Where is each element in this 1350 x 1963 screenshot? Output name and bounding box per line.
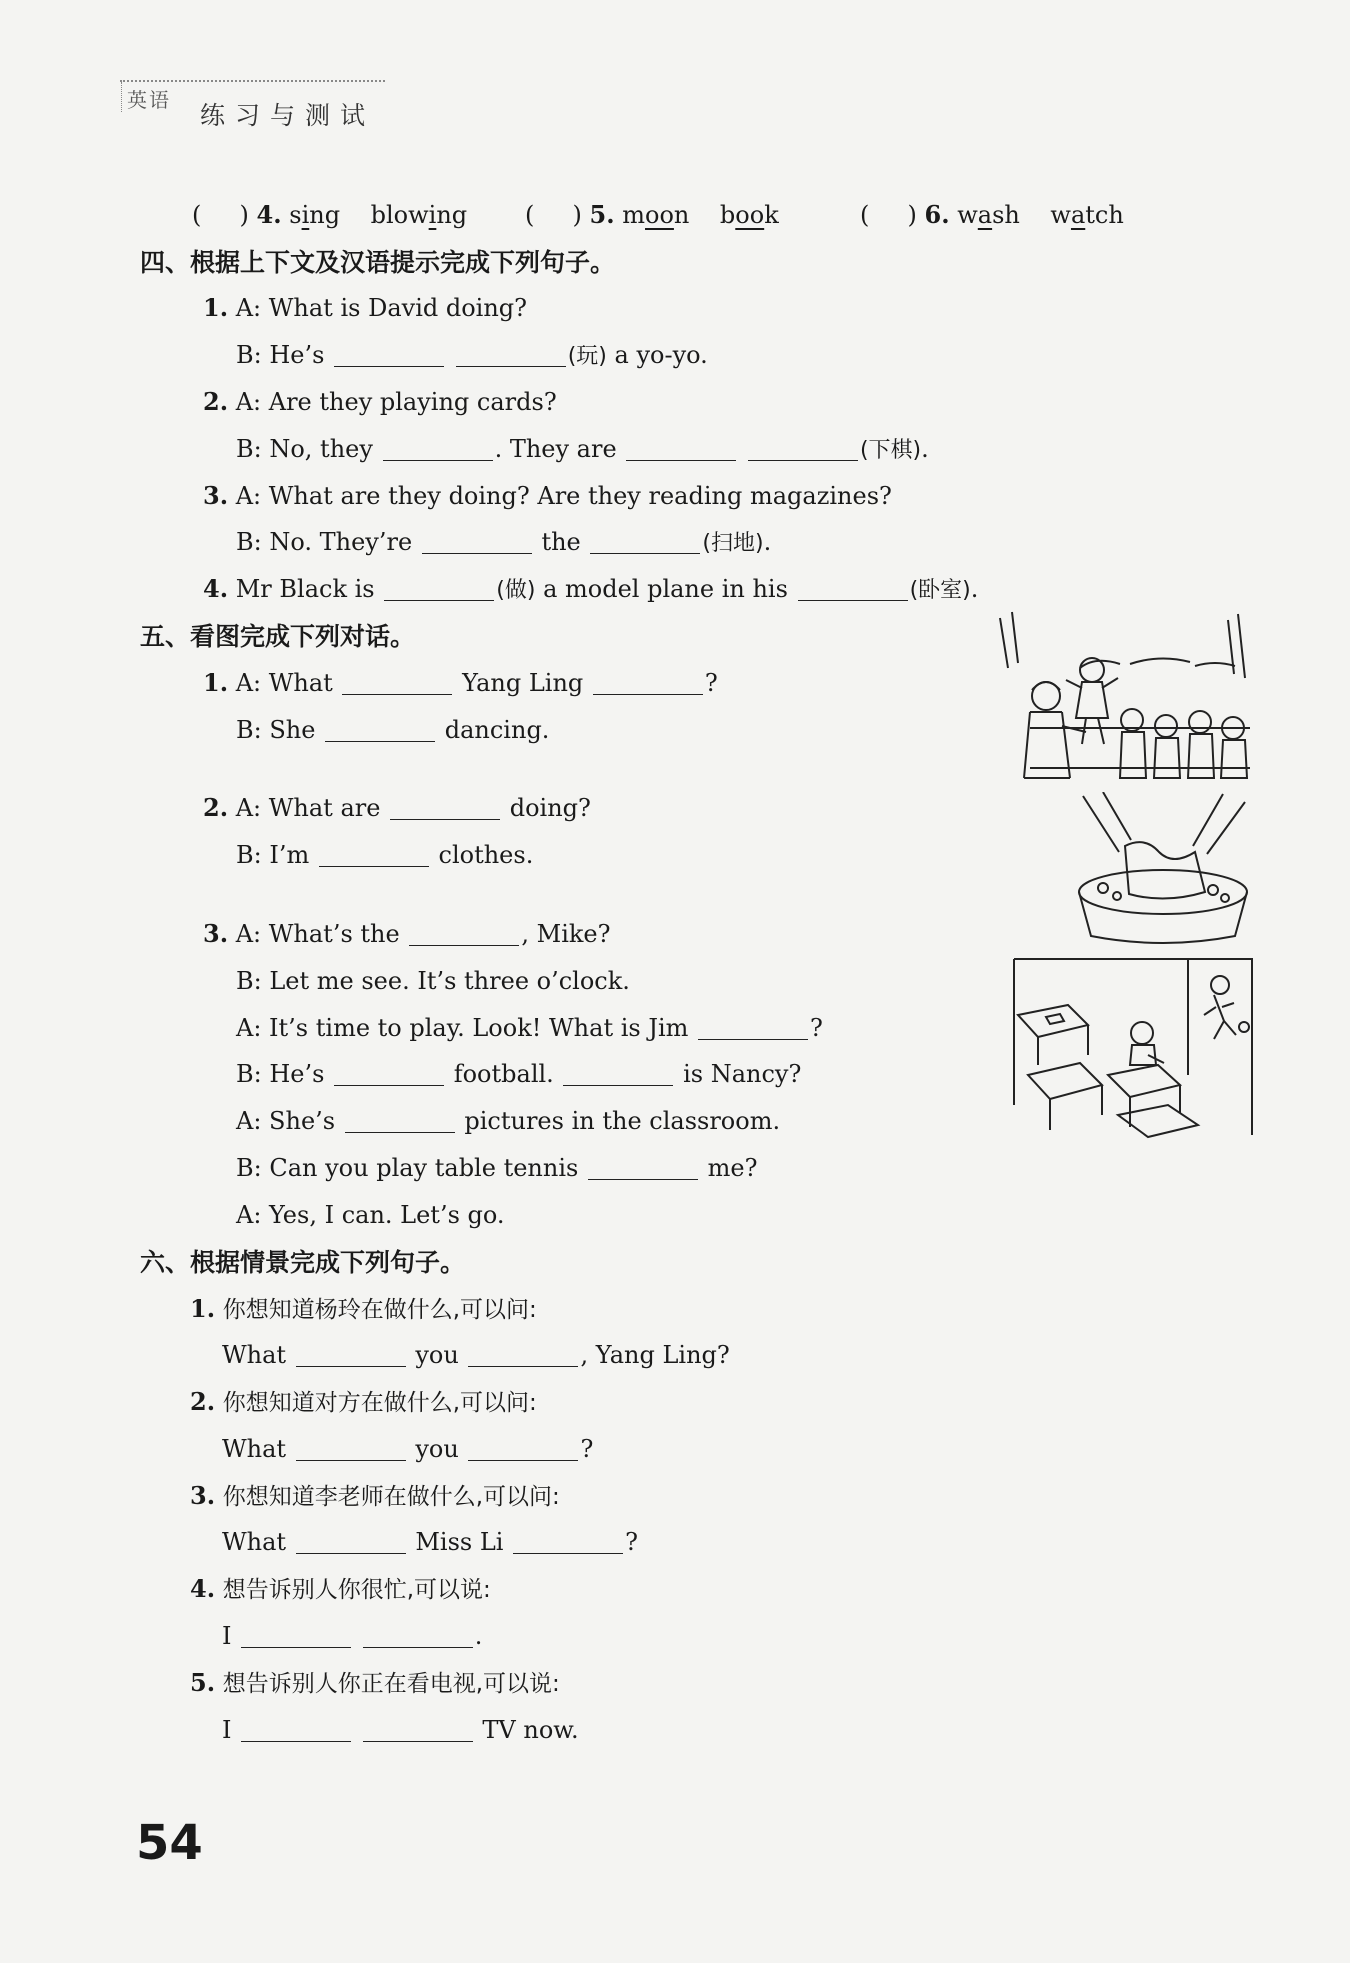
answer-blank[interactable]: [748, 459, 858, 461]
answer-blank[interactable]: [296, 1552, 406, 1554]
answer-blank[interactable]: [325, 740, 435, 742]
part4-line: 1. A: What is David doing?: [203, 293, 528, 322]
answer-blank[interactable]: [626, 459, 736, 461]
answer-blank[interactable]: [296, 1459, 406, 1461]
answer-blank[interactable]: [319, 865, 429, 867]
header-subject: 英语: [127, 88, 171, 112]
part6-heading: 六、根据情景完成下列句子。: [140, 1248, 466, 1277]
part4-line: 4. Mr Black is (做) a model plane in his (卧室).: [203, 574, 979, 603]
dialogue-line: B: Let me see. It’s three o’clock.: [236, 967, 630, 995]
answer-blank[interactable]: [363, 1646, 473, 1648]
classroom-illustration: [1008, 955, 1258, 1140]
washing-clothes-illustration: [1073, 792, 1253, 944]
answer-blank[interactable]: [296, 1365, 406, 1367]
dialogue-line: B: I’m clothes.: [236, 841, 534, 869]
answer-blank[interactable]: [422, 552, 532, 554]
answer-blank[interactable]: [345, 1131, 455, 1133]
pronunciation-item-6: ( ) 6. wash watch: [860, 200, 1124, 229]
answer-blank[interactable]: [384, 599, 494, 601]
part4-line: 3. A: What are they doing? Are they reading magazines?: [203, 481, 892, 510]
answer-blank[interactable]: [456, 365, 566, 367]
dialogue-line: 3. A: What’s the , Mike?: [203, 919, 611, 948]
part4-line: B: No. They’re the (扫地).: [236, 528, 772, 556]
answer-blank[interactable]: [241, 1646, 351, 1648]
dialogue-line: A: She’s pictures in the classroom.: [236, 1107, 781, 1135]
answer-blank[interactable]: [590, 552, 700, 554]
answer-blank[interactable]: [342, 693, 452, 695]
answer-blank[interactable]: [390, 818, 500, 820]
scenario-prompt: 4. 想告诉别人你很忙,可以说:: [190, 1574, 491, 1603]
pronunciation-item-5: ( ) 5. moon book: [525, 200, 779, 229]
part4-heading: 四、根据上下文及汉语提示完成下列句子。: [140, 248, 616, 277]
scenario-prompt: 2. 你想知道对方在做什么,可以问:: [190, 1387, 537, 1416]
part4-line: B: No, they . They are (下棋).: [236, 435, 929, 463]
scenario-answer: What you ?: [222, 1435, 594, 1463]
answer-blank[interactable]: [593, 693, 703, 695]
answer-blank[interactable]: [409, 944, 519, 946]
answer-blank[interactable]: [363, 1740, 473, 1742]
answer-blank[interactable]: [563, 1084, 673, 1086]
answer-blank[interactable]: [383, 459, 493, 461]
dancing-illustration: [990, 608, 1260, 790]
dialogue-line: A: Yes, I can. Let’s go.: [236, 1201, 505, 1229]
scenario-prompt: 1. 你想知道杨玲在做什么,可以问:: [190, 1294, 537, 1323]
answer-blank[interactable]: [513, 1552, 623, 1554]
dialogue-line: 1. A: What Yang Ling ?: [203, 668, 718, 697]
answer-blank[interactable]: [334, 1084, 444, 1086]
pronunciation-item-4: ( ) 4. sing blowing: [192, 200, 468, 229]
answer-blank[interactable]: [698, 1038, 808, 1040]
scenario-answer: What Miss Li ?: [222, 1528, 638, 1556]
answer-blank[interactable]: [468, 1459, 578, 1461]
header-rule-vertical: [121, 82, 122, 112]
answer-blank[interactable]: [468, 1365, 578, 1367]
dialogue-line: B: He’s football. is Nancy?: [236, 1060, 802, 1088]
part4-line: 2. A: Are they playing cards?: [203, 387, 557, 416]
answer-blank[interactable]: [241, 1740, 351, 1742]
dialogue-line: A: It’s time to play. Look! What is Jim ?: [236, 1014, 823, 1042]
scenario-prompt: 3. 你想知道李老师在做什么,可以问:: [190, 1481, 560, 1510]
dialogue-line: 2. A: What are doing?: [203, 793, 591, 822]
page-number: 54: [136, 1815, 203, 1871]
answer-blank[interactable]: [334, 365, 444, 367]
dialogue-line: B: Can you play table tennis me?: [236, 1154, 758, 1182]
answer-blank[interactable]: [798, 599, 908, 601]
part5-heading: 五、看图完成下列对话。: [140, 622, 416, 651]
header-book-title: 练习与测试: [200, 101, 376, 130]
header-rule: [120, 80, 385, 82]
dialogue-line: B: She dancing.: [236, 716, 550, 744]
scenario-answer: I TV now.: [222, 1716, 579, 1744]
answer-blank[interactable]: [588, 1178, 698, 1180]
part4-line: B: He’s (玩) a yo-yo.: [236, 341, 708, 369]
scenario-answer: I .: [222, 1622, 483, 1650]
scenario-prompt: 5. 想告诉别人你正在看电视,可以说:: [190, 1668, 560, 1697]
scenario-answer: What you , Yang Ling?: [222, 1341, 730, 1369]
